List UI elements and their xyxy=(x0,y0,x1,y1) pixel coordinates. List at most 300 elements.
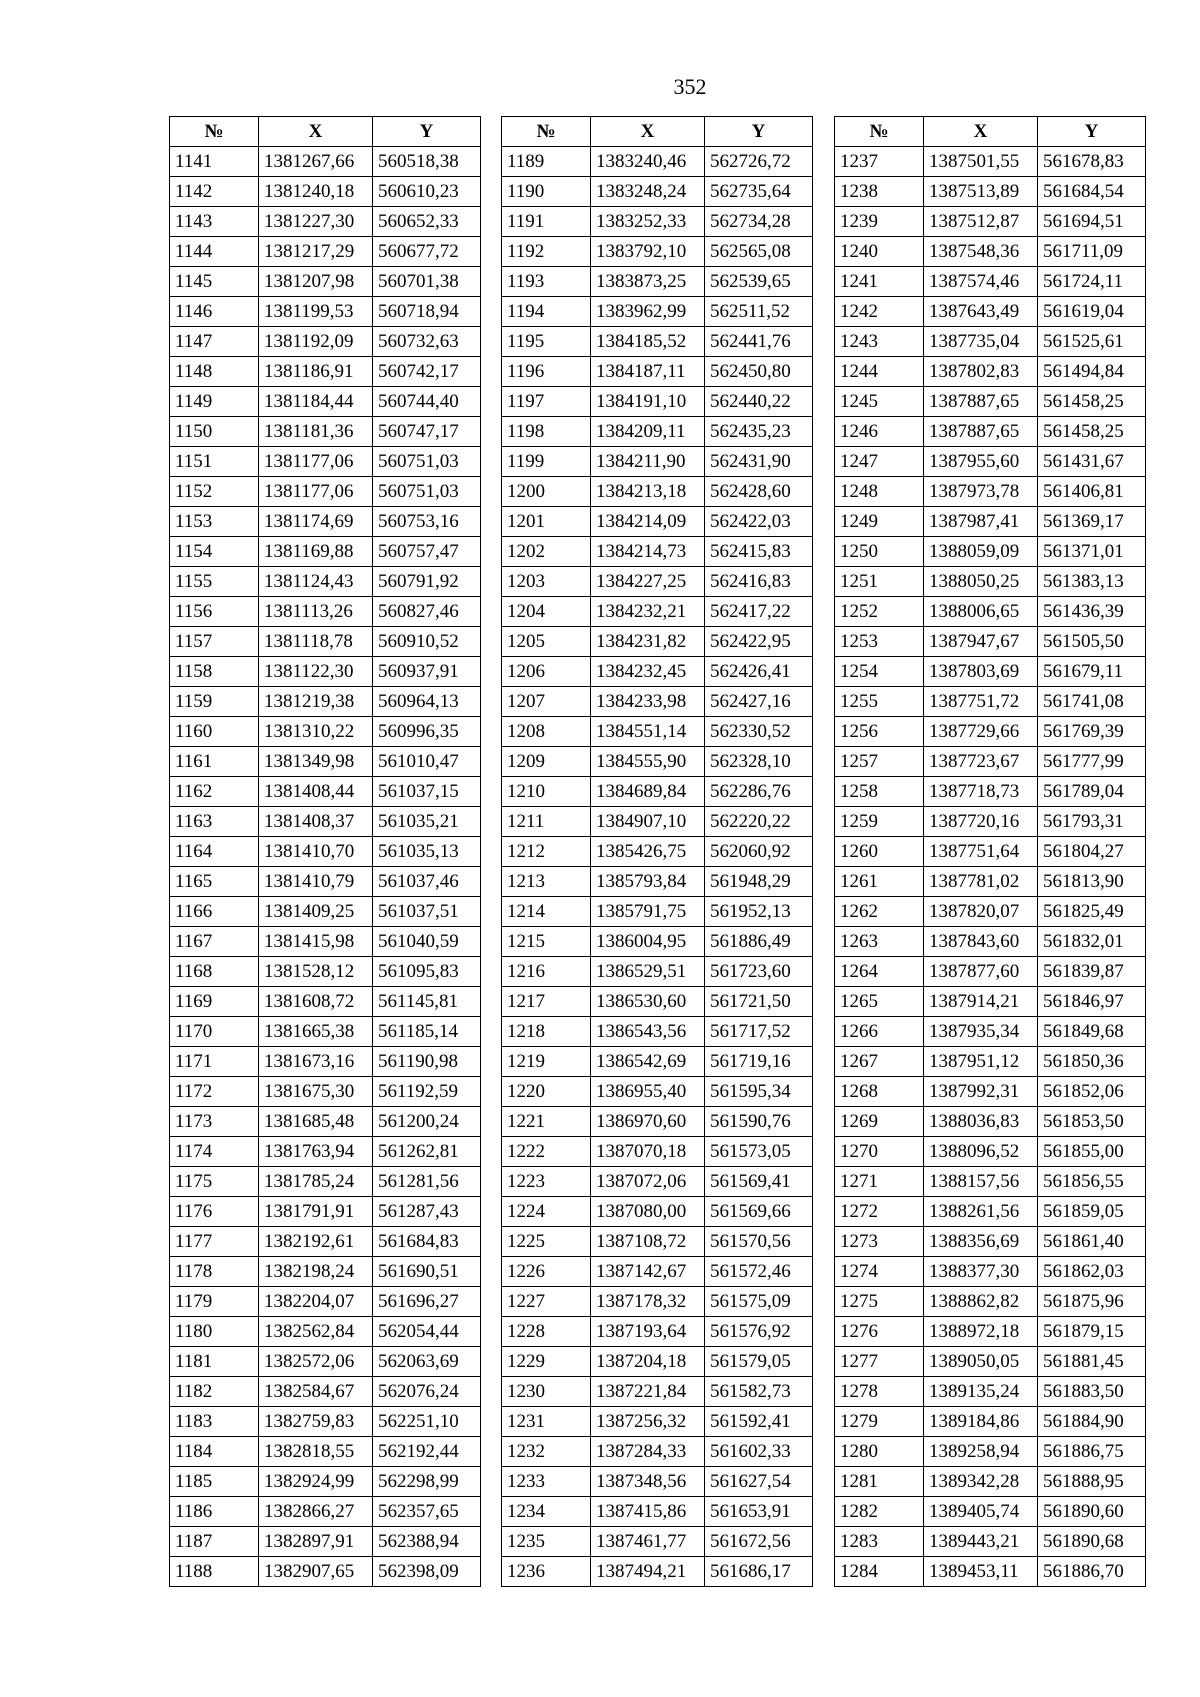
cell-x: 1384214,73 xyxy=(591,537,705,567)
header-row xyxy=(502,117,813,147)
cell-y: 561723,60 xyxy=(705,957,813,987)
cell-number: 1146 xyxy=(170,297,259,327)
cell-x: 1381192,09 xyxy=(259,327,373,357)
cell-number: 1205 xyxy=(502,627,591,657)
table-row xyxy=(170,567,481,597)
cell-number: 1279 xyxy=(835,1407,924,1437)
cell-number: 1147 xyxy=(170,327,259,357)
cell-y: 560732,63 xyxy=(373,327,481,357)
cell-y: 561436,39 xyxy=(1038,597,1146,627)
table-row xyxy=(835,357,1146,387)
cell-x: 1381310,22 xyxy=(259,717,373,747)
cell-x: 1387178,32 xyxy=(591,1287,705,1317)
cell-number: 1162 xyxy=(170,777,259,807)
cell-x: 1387887,65 xyxy=(924,387,1038,417)
cell-x: 1387992,31 xyxy=(924,1077,1038,1107)
cell-x: 1381785,24 xyxy=(259,1167,373,1197)
table-row xyxy=(170,297,481,327)
cell-y: 561035,21 xyxy=(373,807,481,837)
cell-number: 1196 xyxy=(502,357,591,387)
table-row xyxy=(170,1167,481,1197)
cell-y: 562565,08 xyxy=(705,237,813,267)
table-row xyxy=(502,1077,813,1107)
cell-number: 1154 xyxy=(170,537,259,567)
cell-number: 1217 xyxy=(502,987,591,1017)
cell-number: 1225 xyxy=(502,1227,591,1257)
cell-number: 1164 xyxy=(170,837,259,867)
table-row xyxy=(502,1287,813,1317)
cell-number: 1183 xyxy=(170,1407,259,1437)
table-row xyxy=(835,267,1146,297)
cell-x: 1384191,10 xyxy=(591,387,705,417)
table-row xyxy=(502,357,813,387)
cell-x: 1387718,73 xyxy=(924,777,1038,807)
cell-number: 1243 xyxy=(835,327,924,357)
table-row xyxy=(170,1437,481,1467)
cell-y: 561813,90 xyxy=(1038,867,1146,897)
cell-y: 561200,24 xyxy=(373,1107,481,1137)
table-row xyxy=(502,477,813,507)
table-row xyxy=(502,1227,813,1257)
cell-number: 1281 xyxy=(835,1467,924,1497)
cell-number: 1258 xyxy=(835,777,924,807)
cell-x: 1383873,25 xyxy=(591,267,705,297)
cell-y: 561037,51 xyxy=(373,897,481,927)
table-row xyxy=(170,1197,481,1227)
cell-x: 1387803,69 xyxy=(924,657,1038,687)
table-row xyxy=(170,897,481,927)
table-row xyxy=(835,1467,1146,1497)
cell-y: 560753,16 xyxy=(373,507,481,537)
cell-number: 1199 xyxy=(502,447,591,477)
cell-y: 561825,49 xyxy=(1038,897,1146,927)
table-row xyxy=(835,837,1146,867)
table-row xyxy=(502,1047,813,1077)
cell-x: 1387729,66 xyxy=(924,717,1038,747)
cell-number: 1203 xyxy=(502,567,591,597)
cell-x: 1381174,69 xyxy=(259,507,373,537)
cell-y: 562435,23 xyxy=(705,417,813,447)
cell-x: 1387256,32 xyxy=(591,1407,705,1437)
cell-x: 1389342,28 xyxy=(924,1467,1038,1497)
table-row xyxy=(170,507,481,537)
cell-x: 1387512,87 xyxy=(924,207,1038,237)
cell-x: 1389135,24 xyxy=(924,1377,1038,1407)
cell-y: 561881,45 xyxy=(1038,1347,1146,1377)
cell-number: 1158 xyxy=(170,657,259,687)
table-row xyxy=(502,867,813,897)
cell-y: 561852,06 xyxy=(1038,1077,1146,1107)
cell-x: 1387751,72 xyxy=(924,687,1038,717)
cell-number: 1267 xyxy=(835,1047,924,1077)
table-row xyxy=(170,597,481,627)
cell-number: 1262 xyxy=(835,897,924,927)
cell-y: 562415,83 xyxy=(705,537,813,567)
table-row xyxy=(502,297,813,327)
cell-x: 1387080,00 xyxy=(591,1197,705,1227)
cell-x: 1387643,49 xyxy=(924,297,1038,327)
cell-number: 1184 xyxy=(170,1437,259,1467)
table-row xyxy=(502,1257,813,1287)
cell-y: 562298,99 xyxy=(373,1467,481,1497)
table-row xyxy=(835,387,1146,417)
cell-x: 1388261,56 xyxy=(924,1197,1038,1227)
cell-number: 1236 xyxy=(502,1557,591,1587)
cell-number: 1282 xyxy=(835,1497,924,1527)
column-header-y: Y xyxy=(1038,117,1146,147)
cell-y: 562511,52 xyxy=(705,297,813,327)
cell-y: 562726,72 xyxy=(705,147,813,177)
cell-y: 561859,05 xyxy=(1038,1197,1146,1227)
cell-x: 1389453,11 xyxy=(924,1557,1038,1587)
cell-x: 1381673,16 xyxy=(259,1047,373,1077)
cell-y: 562328,10 xyxy=(705,747,813,777)
table-row xyxy=(835,1437,1146,1467)
cell-y: 561890,60 xyxy=(1038,1497,1146,1527)
cell-y: 561850,36 xyxy=(1038,1047,1146,1077)
cell-number: 1241 xyxy=(835,267,924,297)
cell-x: 1384689,84 xyxy=(591,777,705,807)
table-row xyxy=(835,957,1146,987)
cell-y: 560751,03 xyxy=(373,477,481,507)
cell-y: 561653,91 xyxy=(705,1497,813,1527)
cell-y: 561185,14 xyxy=(373,1017,481,1047)
cell-number: 1172 xyxy=(170,1077,259,1107)
table-row xyxy=(170,207,481,237)
cell-x: 1381177,06 xyxy=(259,447,373,477)
table-row xyxy=(170,657,481,687)
table-row xyxy=(835,1317,1146,1347)
cell-x: 1388096,52 xyxy=(924,1137,1038,1167)
cell-number: 1264 xyxy=(835,957,924,987)
cell-number: 1270 xyxy=(835,1137,924,1167)
cell-number: 1188 xyxy=(170,1557,259,1587)
cell-number: 1216 xyxy=(502,957,591,987)
table-row xyxy=(170,1347,481,1377)
table-row xyxy=(835,237,1146,267)
cell-x: 1388862,82 xyxy=(924,1287,1038,1317)
cell-number: 1192 xyxy=(502,237,591,267)
cell-number: 1245 xyxy=(835,387,924,417)
table-row xyxy=(170,747,481,777)
table-row xyxy=(835,927,1146,957)
table-row xyxy=(835,1077,1146,1107)
cell-y: 561037,15 xyxy=(373,777,481,807)
cell-y: 561590,76 xyxy=(705,1107,813,1137)
cell-number: 1156 xyxy=(170,597,259,627)
cell-y: 562192,44 xyxy=(373,1437,481,1467)
cell-x: 1388006,65 xyxy=(924,597,1038,627)
cell-x: 1389405,74 xyxy=(924,1497,1038,1527)
cell-number: 1222 xyxy=(502,1137,591,1167)
cell-number: 1271 xyxy=(835,1167,924,1197)
cell-number: 1250 xyxy=(835,537,924,567)
cell-y: 561582,73 xyxy=(705,1377,813,1407)
cell-y: 562440,22 xyxy=(705,387,813,417)
cell-y: 561190,98 xyxy=(373,1047,481,1077)
cell-number: 1219 xyxy=(502,1047,591,1077)
table-row xyxy=(502,1197,813,1227)
cell-x: 1384907,10 xyxy=(591,807,705,837)
cell-number: 1207 xyxy=(502,687,591,717)
cell-number: 1182 xyxy=(170,1377,259,1407)
cell-number: 1261 xyxy=(835,867,924,897)
cell-number: 1210 xyxy=(502,777,591,807)
cell-x: 1383248,24 xyxy=(591,177,705,207)
cell-number: 1251 xyxy=(835,567,924,597)
table-row xyxy=(502,237,813,267)
table-row xyxy=(835,507,1146,537)
cell-number: 1175 xyxy=(170,1167,259,1197)
cell-x: 1387494,21 xyxy=(591,1557,705,1587)
table-row xyxy=(835,447,1146,477)
cell-x: 1388377,30 xyxy=(924,1257,1038,1287)
cell-x: 1381408,44 xyxy=(259,777,373,807)
table-row xyxy=(835,207,1146,237)
table-row xyxy=(502,657,813,687)
cell-y: 562251,10 xyxy=(373,1407,481,1437)
cell-y: 562076,24 xyxy=(373,1377,481,1407)
cell-x: 1387221,84 xyxy=(591,1377,705,1407)
cell-x: 1382866,27 xyxy=(259,1497,373,1527)
cell-x: 1386530,60 xyxy=(591,987,705,1017)
cell-y: 561570,56 xyxy=(705,1227,813,1257)
cell-number: 1169 xyxy=(170,987,259,1017)
cell-y: 561672,56 xyxy=(705,1527,813,1557)
cell-x: 1389258,94 xyxy=(924,1437,1038,1467)
cell-y: 561804,27 xyxy=(1038,837,1146,867)
cell-x: 1387193,64 xyxy=(591,1317,705,1347)
table-row xyxy=(835,987,1146,1017)
table-row xyxy=(502,147,813,177)
cell-number: 1246 xyxy=(835,417,924,447)
table-row xyxy=(502,387,813,417)
table-row xyxy=(502,897,813,927)
cell-number: 1234 xyxy=(502,1497,591,1527)
cell-y: 562417,22 xyxy=(705,597,813,627)
cell-x: 1381184,44 xyxy=(259,387,373,417)
cell-y: 560744,40 xyxy=(373,387,481,417)
cell-x: 1381685,48 xyxy=(259,1107,373,1137)
cell-number: 1163 xyxy=(170,807,259,837)
table-row xyxy=(835,1137,1146,1167)
cell-x: 1384551,14 xyxy=(591,717,705,747)
cell-number: 1152 xyxy=(170,477,259,507)
table-row xyxy=(502,507,813,537)
cell-number: 1263 xyxy=(835,927,924,957)
cell-x: 1387751,64 xyxy=(924,837,1038,867)
cell-y: 560677,72 xyxy=(373,237,481,267)
cell-number: 1240 xyxy=(835,237,924,267)
table-row xyxy=(835,1227,1146,1257)
cell-y: 561573,05 xyxy=(705,1137,813,1167)
table-row xyxy=(835,327,1146,357)
cell-number: 1272 xyxy=(835,1197,924,1227)
cell-x: 1384232,21 xyxy=(591,597,705,627)
cell-x: 1381122,30 xyxy=(259,657,373,687)
cell-y: 562734,28 xyxy=(705,207,813,237)
cell-x: 1382204,07 xyxy=(259,1287,373,1317)
cell-x: 1387781,02 xyxy=(924,867,1038,897)
table-row xyxy=(502,1527,813,1557)
cell-number: 1190 xyxy=(502,177,591,207)
table-row xyxy=(835,177,1146,207)
table-row xyxy=(502,1167,813,1197)
cell-y: 561724,11 xyxy=(1038,267,1146,297)
table-row xyxy=(835,1527,1146,1557)
cell-y: 561494,84 xyxy=(1038,357,1146,387)
cell-y: 560747,17 xyxy=(373,417,481,447)
table-row xyxy=(835,477,1146,507)
cell-x: 1387723,67 xyxy=(924,747,1038,777)
cell-number: 1248 xyxy=(835,477,924,507)
cell-x: 1387513,89 xyxy=(924,177,1038,207)
cell-y: 560751,03 xyxy=(373,447,481,477)
cell-x: 1382924,99 xyxy=(259,1467,373,1497)
cell-x: 1387204,18 xyxy=(591,1347,705,1377)
cell-y: 561741,08 xyxy=(1038,687,1146,717)
cell-number: 1208 xyxy=(502,717,591,747)
cell-y: 561569,41 xyxy=(705,1167,813,1197)
table-row xyxy=(502,417,813,447)
cell-x: 1387735,04 xyxy=(924,327,1038,357)
cell-y: 562398,09 xyxy=(373,1557,481,1587)
cell-number: 1142 xyxy=(170,177,259,207)
cell-number: 1202 xyxy=(502,537,591,567)
cell-number: 1232 xyxy=(502,1437,591,1467)
table-row xyxy=(835,627,1146,657)
cell-number: 1239 xyxy=(835,207,924,237)
cell-x: 1387877,60 xyxy=(924,957,1038,987)
cell-x: 1381240,18 xyxy=(259,177,373,207)
cell-y: 561602,33 xyxy=(705,1437,813,1467)
cell-x: 1387802,83 xyxy=(924,357,1038,387)
cell-x: 1387935,34 xyxy=(924,1017,1038,1047)
cell-y: 562427,16 xyxy=(705,687,813,717)
cell-y: 560996,35 xyxy=(373,717,481,747)
cell-number: 1176 xyxy=(170,1197,259,1227)
cell-y: 561431,67 xyxy=(1038,447,1146,477)
table-row xyxy=(835,1017,1146,1047)
cell-y: 561861,40 xyxy=(1038,1227,1146,1257)
table-row xyxy=(170,417,481,447)
cell-number: 1166 xyxy=(170,897,259,927)
cell-x: 1387720,16 xyxy=(924,807,1038,837)
cell-number: 1174 xyxy=(170,1137,259,1167)
cell-x: 1387973,78 xyxy=(924,477,1038,507)
table-row xyxy=(502,687,813,717)
cell-y: 561627,54 xyxy=(705,1467,813,1497)
cell-number: 1204 xyxy=(502,597,591,627)
table-row xyxy=(170,717,481,747)
cell-x: 1381169,88 xyxy=(259,537,373,567)
column-header-y: Y xyxy=(705,117,813,147)
cell-y: 561679,11 xyxy=(1038,657,1146,687)
cell-x: 1381186,91 xyxy=(259,357,373,387)
table-row xyxy=(170,1257,481,1287)
table-row xyxy=(170,1407,481,1437)
cell-number: 1284 xyxy=(835,1557,924,1587)
cell-x: 1382572,06 xyxy=(259,1347,373,1377)
cell-y: 562054,44 xyxy=(373,1317,481,1347)
table-row xyxy=(835,1557,1146,1587)
table-row xyxy=(170,867,481,897)
cell-x: 1381267,66 xyxy=(259,147,373,177)
cell-number: 1141 xyxy=(170,147,259,177)
cell-x: 1388059,09 xyxy=(924,537,1038,567)
cell-x: 1388050,25 xyxy=(924,567,1038,597)
cell-y: 561890,68 xyxy=(1038,1527,1146,1557)
cell-number: 1238 xyxy=(835,177,924,207)
cell-y: 560718,94 xyxy=(373,297,481,327)
cell-y: 562422,03 xyxy=(705,507,813,537)
cell-y: 561369,17 xyxy=(1038,507,1146,537)
cell-y: 561035,13 xyxy=(373,837,481,867)
cell-y: 561721,50 xyxy=(705,987,813,1017)
cell-y: 561281,56 xyxy=(373,1167,481,1197)
cell-x: 1381219,38 xyxy=(259,687,373,717)
cell-number: 1148 xyxy=(170,357,259,387)
cell-number: 1266 xyxy=(835,1017,924,1047)
cell-x: 1383240,46 xyxy=(591,147,705,177)
table-row xyxy=(502,747,813,777)
cell-y: 561856,55 xyxy=(1038,1167,1146,1197)
table-row xyxy=(170,1017,481,1047)
column-header-y: Y xyxy=(373,117,481,147)
cell-x: 1381118,78 xyxy=(259,627,373,657)
cell-y: 561371,01 xyxy=(1038,537,1146,567)
table-row xyxy=(502,1017,813,1047)
cell-y: 561576,92 xyxy=(705,1317,813,1347)
cell-number: 1260 xyxy=(835,837,924,867)
table-row xyxy=(502,1437,813,1467)
cell-number: 1256 xyxy=(835,717,924,747)
cell-y: 561595,34 xyxy=(705,1077,813,1107)
cell-number: 1268 xyxy=(835,1077,924,1107)
table-row xyxy=(835,777,1146,807)
cell-number: 1269 xyxy=(835,1107,924,1137)
cell-number: 1252 xyxy=(835,597,924,627)
cell-number: 1278 xyxy=(835,1377,924,1407)
table-row xyxy=(835,897,1146,927)
cell-y: 562422,95 xyxy=(705,627,813,657)
cell-number: 1168 xyxy=(170,957,259,987)
cell-y: 560701,38 xyxy=(373,267,481,297)
table-row xyxy=(502,1407,813,1437)
cell-x: 1384209,11 xyxy=(591,417,705,447)
cell-y: 561592,41 xyxy=(705,1407,813,1437)
cell-number: 1178 xyxy=(170,1257,259,1287)
column-header-number: № xyxy=(170,117,259,147)
cell-number: 1273 xyxy=(835,1227,924,1257)
cell-number: 1242 xyxy=(835,297,924,327)
cell-number: 1257 xyxy=(835,747,924,777)
cell-y: 562426,41 xyxy=(705,657,813,687)
cell-x: 1384211,90 xyxy=(591,447,705,477)
table-row xyxy=(835,807,1146,837)
cell-number: 1280 xyxy=(835,1437,924,1467)
table-row xyxy=(502,1107,813,1137)
cell-number: 1228 xyxy=(502,1317,591,1347)
cell-number: 1187 xyxy=(170,1527,259,1557)
cell-y: 561719,16 xyxy=(705,1047,813,1077)
cell-number: 1215 xyxy=(502,927,591,957)
cell-number: 1179 xyxy=(170,1287,259,1317)
cell-y: 562416,83 xyxy=(705,567,813,597)
cell-x: 1387548,36 xyxy=(924,237,1038,267)
table-row xyxy=(835,1107,1146,1137)
cell-x: 1384214,09 xyxy=(591,507,705,537)
